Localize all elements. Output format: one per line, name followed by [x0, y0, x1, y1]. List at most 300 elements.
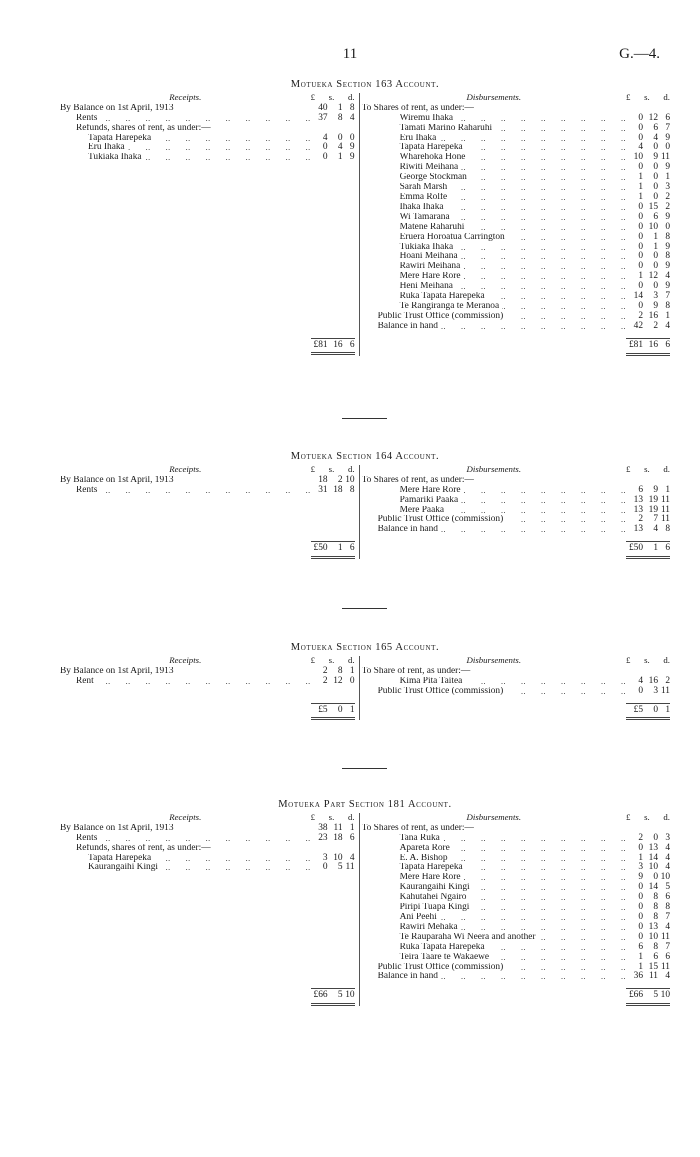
amount-pounds: £66	[628, 990, 643, 1001]
shilling-header: s.	[644, 463, 650, 474]
row-description	[362, 183, 626, 193]
row-description	[362, 873, 626, 883]
amount-shillings: 0	[653, 832, 658, 843]
column-rule	[359, 813, 360, 1006]
amount-shillings: 2	[653, 320, 658, 331]
amount-pence: 1	[349, 704, 355, 715]
receipts-column	[60, 465, 355, 559]
row-description	[60, 863, 311, 873]
amount-shillings: 8	[653, 911, 658, 922]
amount-shillings: 0	[653, 172, 658, 183]
pence-header: d.	[347, 654, 355, 665]
disbursements-total	[362, 988, 670, 1006]
money-column-headers	[626, 93, 670, 103]
row-amount-empty	[626, 476, 670, 486]
pound-header: £	[310, 91, 315, 102]
amount-shillings: 9	[653, 152, 658, 163]
shilling-header: s.	[644, 91, 650, 102]
amount-pounds: 0	[638, 231, 643, 242]
total-spacer	[362, 988, 626, 1006]
row-text: Hoani Meihana	[400, 252, 461, 261]
amount-pounds: 0	[638, 221, 643, 232]
row-amount	[626, 124, 670, 134]
amount-pounds: 1	[638, 172, 643, 183]
row-description	[60, 486, 311, 496]
amount-pounds: 2	[322, 675, 328, 686]
receipt-row	[60, 824, 355, 834]
account-columns	[60, 656, 670, 721]
amount-pence: 4	[665, 320, 670, 331]
disbursement-row	[362, 233, 670, 243]
amount-pence: 8	[349, 484, 355, 495]
amount-shillings: 8	[337, 112, 343, 123]
row-text: Apareta Rore	[400, 844, 453, 853]
total-amount	[311, 703, 355, 721]
row-text: By Balance on 1st April, 1913	[60, 667, 177, 676]
row-text: To Shares of rent, as under:—	[362, 824, 477, 833]
disbursement-row	[362, 677, 670, 687]
amount-pence: 7	[665, 291, 670, 302]
amount-pence: 11	[660, 152, 670, 163]
row-amount	[311, 104, 355, 114]
amount-pounds: 1	[638, 182, 643, 193]
row-text: Wharehoka Hone	[400, 153, 469, 162]
amount-shillings: 11	[333, 822, 343, 833]
row-amount	[311, 143, 355, 153]
row-text: Mere Paaka	[400, 506, 448, 515]
row-amount	[626, 873, 670, 883]
total-amount	[626, 338, 670, 356]
row-description	[362, 525, 626, 535]
disbursement-row	[362, 963, 670, 973]
money-column-headers	[311, 465, 355, 475]
row-amount	[311, 677, 355, 687]
receipts-column	[60, 656, 355, 721]
column-header-label: Receipts.	[169, 811, 202, 822]
amount-pounds: 0	[638, 931, 643, 942]
row-amount	[311, 114, 355, 124]
amount-pounds: 0	[638, 300, 643, 311]
amount-pence: 5	[665, 882, 670, 893]
total-amount	[626, 988, 670, 1006]
amount-pounds: 1	[638, 852, 643, 863]
row-text: Refunds, shares of rent, as under:—	[76, 124, 214, 133]
section-title: Motueka Part Section 181 Account.	[278, 799, 452, 810]
amount-pence: 1	[349, 822, 355, 833]
money-column-headers	[626, 465, 670, 475]
amount-pence: 10	[345, 474, 355, 485]
amount-pence: 2	[665, 201, 670, 212]
account-section	[60, 80, 670, 356]
column-header-label: Disbursements.	[466, 654, 522, 665]
row-text: Piripi Tuapa Kingi	[400, 903, 473, 912]
shilling-header: s.	[328, 91, 335, 102]
row-description	[362, 173, 626, 183]
disbursement-row	[362, 322, 670, 332]
receipt-row	[60, 486, 355, 496]
amount-shillings: 0	[653, 261, 658, 272]
amount-shillings: 4	[653, 524, 658, 535]
row-amount	[626, 525, 670, 535]
amount-shillings: 14	[648, 852, 658, 863]
amount-pounds: £81	[628, 339, 643, 350]
amount-shillings: 12	[648, 271, 658, 282]
row-description	[362, 104, 626, 114]
amount-pence: 9	[349, 142, 355, 153]
disbursement-row	[362, 143, 670, 153]
row-description	[362, 903, 626, 913]
amount-shillings: 14	[648, 882, 658, 893]
pence-header: d.	[347, 811, 355, 822]
row-amount	[626, 262, 670, 272]
amount-shillings: 0	[653, 872, 658, 883]
amount-pounds: 42	[633, 320, 643, 331]
amount-pounds: 9	[638, 872, 643, 883]
amount-pounds: 0	[638, 211, 643, 222]
row-amount	[626, 252, 670, 262]
amount-shillings: 16	[648, 675, 658, 686]
disbursement-row	[362, 312, 670, 322]
amount-shillings: 8	[653, 902, 658, 913]
row-text: Balance in hand	[378, 322, 441, 331]
amount-pence: 6	[349, 339, 355, 350]
amount-pounds: 2	[638, 514, 643, 525]
receipt-row	[60, 124, 355, 134]
row-description	[362, 262, 626, 272]
amount-shillings: 12	[333, 675, 343, 686]
column-header-label: Disbursements.	[466, 91, 522, 102]
account-columns	[60, 813, 670, 1006]
column-rule	[359, 93, 360, 356]
section-divider	[342, 418, 387, 419]
row-amount-empty	[626, 667, 670, 677]
section-divider	[342, 768, 387, 769]
amount-shillings: 10	[648, 862, 658, 873]
total-spacer	[362, 541, 626, 559]
disbursements-column	[362, 93, 670, 356]
amount-pounds: 31	[318, 484, 328, 495]
row-text: Public Trust Office (commission)	[378, 515, 507, 524]
row-text: Mere Hare Rore	[400, 486, 464, 495]
amount-pounds: 3	[638, 862, 643, 873]
row-amount	[626, 893, 670, 903]
row-text: George Stockman	[400, 173, 470, 182]
amount-pounds: 2	[638, 310, 643, 321]
amount-shillings: 1	[653, 231, 658, 242]
amount-pounds: 3	[322, 852, 328, 863]
pound-header: £	[626, 654, 631, 665]
amount-shillings: 0	[653, 162, 658, 173]
amount-shillings: 6	[653, 122, 658, 133]
row-description	[362, 496, 626, 506]
row-amount	[626, 183, 670, 193]
amount-pence: 2	[665, 191, 670, 202]
disbursement-row	[362, 262, 670, 272]
row-text: Ani Peehi	[400, 913, 440, 922]
amount-pounds: 2	[322, 665, 328, 676]
shilling-header: s.	[328, 654, 335, 665]
row-amount	[626, 903, 670, 913]
amount-pounds: £66	[313, 990, 328, 1001]
row-description	[362, 893, 626, 903]
amount-pence: 11	[660, 685, 670, 696]
row-amount	[626, 213, 670, 223]
receipt-row	[60, 143, 355, 153]
row-text: Wiremu Ihaka	[400, 114, 457, 123]
amount-pence: 6	[349, 832, 355, 843]
disbursements-column	[362, 656, 670, 721]
row-amount	[626, 943, 670, 953]
row-text: E. A. Bishop	[400, 854, 451, 863]
amount-pounds: 0	[638, 251, 643, 262]
receipt-row	[60, 844, 355, 854]
row-text: Heni Meihana	[400, 282, 456, 291]
row-text: Balance in hand	[378, 972, 441, 981]
amount-shillings: 19	[648, 494, 658, 505]
amount-shillings: 6	[653, 951, 658, 962]
row-description	[362, 223, 626, 233]
amount-pounds: 0	[638, 685, 643, 696]
row-text: Kaurangaihi Kingi	[400, 883, 473, 892]
amount-pence: 4	[665, 842, 670, 853]
receipt-row	[60, 104, 355, 114]
row-text: Eru Ihaka	[88, 143, 128, 152]
amount-pence: 2	[665, 675, 670, 686]
disbursement-row	[362, 854, 670, 864]
section-title: Motueka Section 165 Account.	[290, 642, 440, 653]
row-amount	[626, 203, 670, 213]
amount-shillings: 8	[653, 941, 658, 952]
row-amount	[626, 114, 670, 124]
row-amount	[311, 153, 355, 163]
column-header	[60, 465, 355, 475]
amount-pence: 7	[665, 911, 670, 922]
disbursements-total	[362, 338, 670, 356]
amount-shillings: 3	[653, 291, 658, 302]
row-text: Emma Rolfe	[400, 193, 451, 202]
amount-pence: 10	[660, 872, 670, 883]
row-text: Rents	[76, 114, 100, 123]
row-amount	[626, 282, 670, 292]
receipts-total	[60, 703, 355, 721]
receipt-row	[60, 667, 355, 677]
disbursement-row	[362, 134, 670, 144]
row-text: Tana Ruka	[400, 834, 443, 843]
amount-pounds: 0	[638, 911, 643, 922]
amount-pounds: £5	[633, 704, 643, 715]
row-amount	[626, 972, 670, 982]
row-text: Tukiaka Ihaka	[400, 243, 457, 252]
row-description	[60, 834, 311, 844]
disbursement-row	[362, 124, 670, 134]
amount-pence: 1	[665, 172, 670, 183]
account-columns	[60, 93, 670, 356]
section-title: Motueka Section 163 Account.	[290, 79, 440, 90]
column-header	[362, 813, 670, 823]
row-description	[362, 923, 626, 933]
total-spacer	[362, 703, 626, 721]
amount-pence: 11	[660, 494, 670, 505]
amount-pounds: 0	[638, 921, 643, 932]
amount-pounds: £50	[313, 543, 328, 554]
disbursements-column	[362, 465, 670, 559]
disbursements-total	[362, 541, 670, 559]
amount-pounds: 0	[322, 862, 328, 873]
section-title: Motueka Section 164 Account.	[290, 451, 440, 462]
amount-pence: 1	[349, 665, 355, 676]
disbursement-row	[362, 476, 670, 486]
disbursement-row	[362, 104, 670, 114]
pound-header: £	[310, 811, 315, 822]
row-description	[362, 233, 626, 243]
row-amount	[626, 302, 670, 312]
row-description	[60, 667, 311, 677]
disbursement-row	[362, 844, 670, 854]
amount-pounds: 0	[638, 162, 643, 173]
row-text: Eruera Horoatua Carrington	[400, 233, 508, 242]
amount-pence: 11	[660, 514, 670, 525]
row-text: Public Trust Office (commission)	[378, 687, 507, 696]
row-description	[362, 687, 626, 697]
amount-pence: 8	[665, 902, 670, 913]
pence-header: d.	[663, 811, 670, 822]
disbursement-row	[362, 282, 670, 292]
disbursement-row	[362, 496, 670, 506]
total-spacer	[60, 541, 311, 559]
row-amount	[626, 515, 670, 525]
amount-pence: 4	[665, 862, 670, 873]
amount-shillings: 13	[648, 921, 658, 932]
row-amount	[626, 153, 670, 163]
row-amount	[626, 163, 670, 173]
row-text: Tapata Harepeka	[88, 854, 154, 863]
amount-pence: 9	[665, 132, 670, 143]
disbursement-row	[362, 933, 670, 943]
disbursement-row	[362, 153, 670, 163]
row-description	[362, 667, 626, 677]
row-text: Mere Hare Rore	[400, 272, 464, 281]
pence-header: d.	[347, 91, 355, 102]
amount-pence: 3	[665, 832, 670, 843]
amount-shillings: 5	[337, 862, 343, 873]
row-description	[362, 834, 626, 844]
amount-shillings: 1	[653, 543, 658, 554]
row-description	[60, 153, 311, 163]
amount-pence: 0	[349, 132, 355, 143]
row-description	[60, 824, 311, 834]
amount-pounds: 0	[638, 902, 643, 913]
amount-pence: 0	[665, 221, 670, 232]
row-description	[362, 143, 626, 153]
receipts-total	[60, 988, 355, 1006]
shilling-header: s.	[328, 463, 335, 474]
amount-pence: 11	[660, 961, 670, 972]
amount-pounds: 10	[633, 152, 643, 163]
amount-pence: 9	[665, 281, 670, 292]
column-header-label: Disbursements.	[466, 811, 522, 822]
amount-pounds: 36	[633, 971, 643, 982]
disbursement-row	[362, 114, 670, 124]
row-description	[362, 134, 626, 144]
receipt-row	[60, 677, 355, 687]
row-description	[362, 322, 626, 332]
amount-pence: 9	[665, 211, 670, 222]
amount-pence: 8	[665, 300, 670, 311]
column-rule	[359, 465, 360, 559]
amount-pounds: 4	[322, 132, 328, 143]
shilling-header: s.	[644, 654, 650, 665]
amount-pounds: 0	[638, 842, 643, 853]
amount-shillings: 1	[337, 543, 343, 554]
pound-header: £	[626, 463, 631, 474]
row-text: Riwiti Meihana	[400, 163, 462, 172]
amount-shillings: 5	[337, 990, 343, 1001]
row-description	[60, 124, 311, 134]
amount-shillings: 8	[337, 665, 343, 676]
row-amount	[626, 844, 670, 854]
receipts-total	[60, 338, 355, 356]
row-text: Wi Tamarana	[400, 213, 453, 222]
row-amount	[626, 913, 670, 923]
amount-shillings: 10	[333, 852, 343, 863]
amount-pence: 7	[665, 941, 670, 952]
amount-pence: 4	[665, 921, 670, 932]
row-amount	[626, 883, 670, 893]
row-text: Tamati Marino Raharuhi	[400, 124, 496, 133]
row-description	[362, 933, 626, 943]
total-amount	[311, 338, 355, 356]
row-description	[362, 506, 626, 516]
amount-shillings: 0	[337, 132, 343, 143]
row-text: Public Trust Office (commission)	[378, 963, 507, 972]
row-amount	[626, 687, 670, 697]
amount-pounds: 0	[638, 882, 643, 893]
row-description	[362, 854, 626, 864]
disbursements-total	[362, 703, 670, 721]
amount-shillings: 0	[653, 251, 658, 262]
disbursement-row	[362, 943, 670, 953]
row-description	[362, 943, 626, 953]
disbursement-row	[362, 863, 670, 873]
disbursement-row	[362, 173, 670, 183]
amount-pence: 0	[665, 142, 670, 153]
total-amount	[626, 541, 670, 559]
row-description	[60, 854, 311, 864]
amount-pence: 6	[665, 951, 670, 962]
amount-shillings: 9	[653, 300, 658, 311]
amount-shillings: 11	[648, 971, 658, 982]
row-amount	[626, 292, 670, 302]
row-amount	[626, 933, 670, 943]
amount-pounds: 4	[638, 142, 643, 153]
row-amount-empty	[626, 104, 670, 114]
disbursement-row	[362, 243, 670, 253]
amount-pounds: 0	[638, 281, 643, 292]
row-description	[362, 114, 626, 124]
amount-pounds: 6	[638, 484, 643, 495]
disbursement-row	[362, 873, 670, 883]
amount-pounds: 0	[638, 261, 643, 272]
amount-pence: 6	[665, 892, 670, 903]
amount-shillings: 16	[333, 339, 343, 350]
amount-shillings: 3	[653, 685, 658, 696]
amount-shillings: 0	[337, 704, 343, 715]
row-text: Kahutahei Ngairo	[400, 893, 470, 902]
amount-shillings: 12	[648, 112, 658, 123]
total-spacer	[60, 338, 311, 356]
amount-pence: 11	[660, 931, 670, 942]
receipt-row	[60, 834, 355, 844]
